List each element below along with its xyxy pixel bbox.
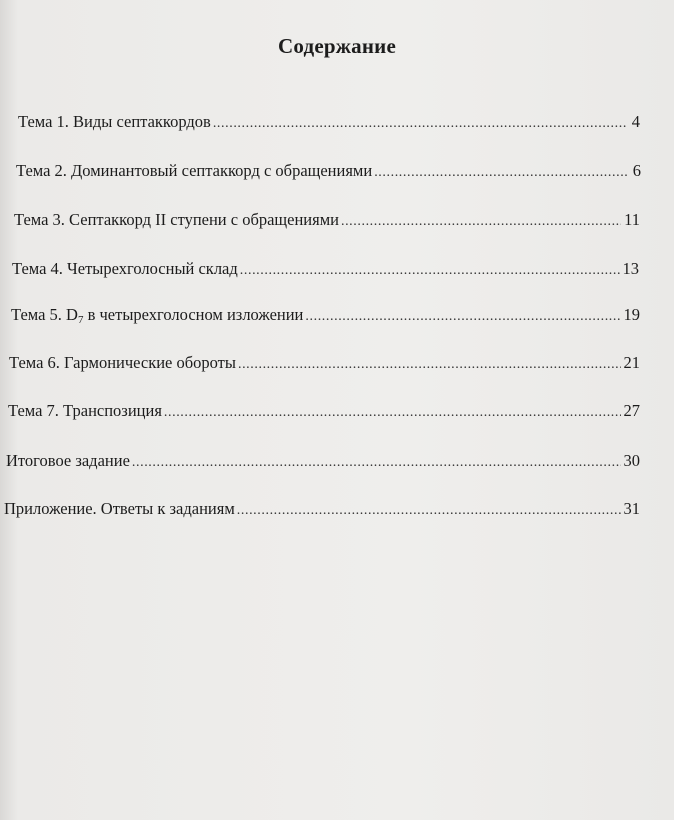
page-title: Содержание (278, 34, 396, 58)
toc-entry-page: 30 (623, 451, 640, 470)
toc-entry-page: 21 (623, 353, 640, 372)
toc-entry (6, 451, 640, 471)
toc-entry-label: Тема 7. Транспозиция (8, 401, 162, 420)
toc-entry-label: Приложение. Ответы к заданиям (4, 499, 235, 518)
toc-entry-label: Тема 3. Септаккорд II ступени с обращениями (14, 210, 339, 229)
toc-entry-label: Тема 2. Доминантовый септаккорд с обращениями (16, 161, 373, 180)
toc-entry-label-subscript: 7 (77, 314, 84, 326)
toc-dot-leader (374, 165, 628, 181)
toc-entry-page: 19 (623, 305, 640, 324)
toc-entry-label: Итоговое задание (6, 451, 130, 470)
toc-entry (4, 499, 640, 519)
toc-entry-label: Тема 6. Гармонические обороты (9, 353, 236, 372)
toc-entry-label: Тема 4. Четырехголосный склад (12, 259, 238, 278)
toc-dot-leader (213, 116, 627, 132)
toc-entry-page: 4 (631, 112, 640, 131)
toc-entry (11, 305, 640, 325)
toc-entry (12, 259, 639, 279)
toc-entry (16, 161, 641, 181)
toc-dot-leader (237, 503, 621, 519)
toc-dot-leader (164, 405, 621, 421)
toc-entry-label-prefix: Тема 5. D (11, 305, 78, 324)
toc-dot-leader (132, 455, 621, 471)
toc-dot-leader (305, 309, 620, 325)
toc-entry-label-suffix: в четырехголосном изложении (83, 305, 304, 324)
toc-dot-leader (341, 214, 621, 230)
toc-entry-page: 11 (624, 210, 640, 229)
toc-dot-leader (240, 263, 620, 279)
toc-entry-page: 27 (623, 401, 640, 420)
toc-entry-label: Тема 1. Виды септаккордов (18, 112, 211, 131)
toc-entry (9, 353, 640, 373)
toc-entry-page: 31 (623, 499, 640, 518)
toc-entry-page: 6 (632, 161, 641, 180)
toc-entry (8, 401, 640, 421)
toc-dot-leader (238, 357, 621, 373)
toc-entry-page: 13 (622, 259, 639, 278)
toc-entry (18, 112, 640, 132)
toc-entry-label (11, 305, 303, 325)
toc-entry (14, 210, 640, 230)
